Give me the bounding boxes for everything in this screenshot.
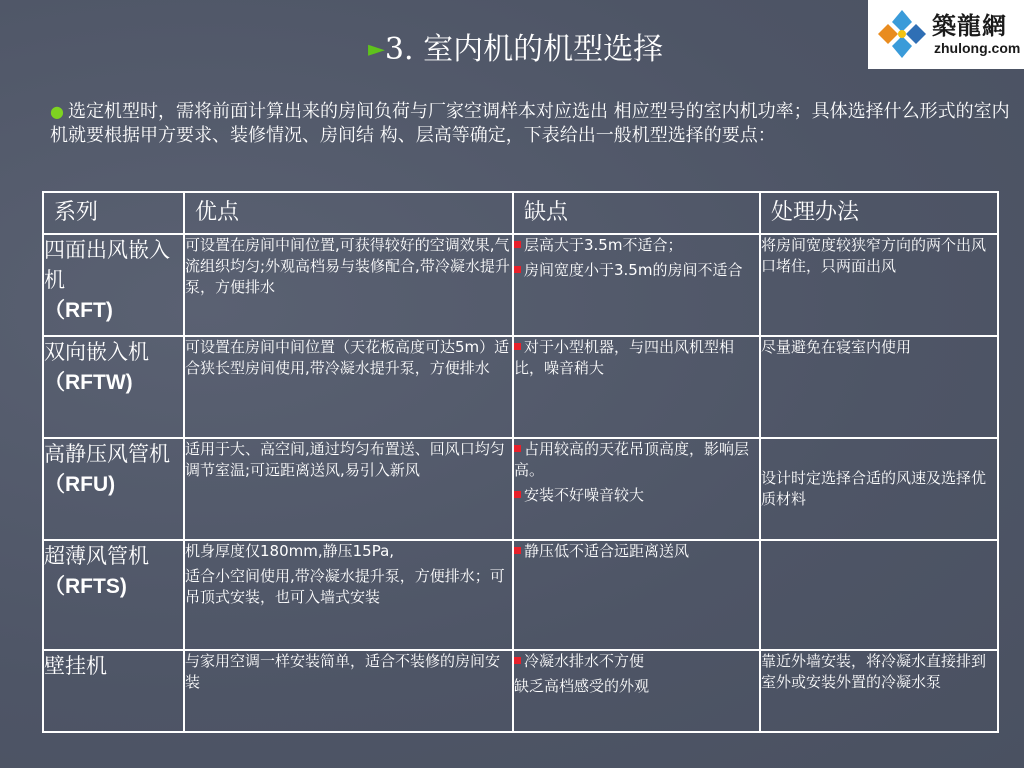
pros-text: 适合小空间使用,带冷凝水提升泵，方便排水；可吊顶式安装，也可入墙式安装 [185, 567, 505, 606]
intro-paragraph [50, 100, 1010, 148]
table-row [43, 438, 998, 540]
solution-text: 尽量避免在寝室内使用 [761, 338, 912, 356]
series-cell [43, 540, 184, 650]
solution-cell [760, 650, 998, 732]
series-cell [43, 336, 184, 438]
intro-bullet-icon: ● [50, 102, 64, 121]
pros-text: 可设置在房间中间位置（天花板高度可达5m）适合狭长型房间使用,带冷凝水提升泵，方便排水 [185, 338, 510, 377]
cons-text: 冷凝水排水不方便 [524, 652, 645, 670]
cons-text: 安装不好噪音较大 [524, 486, 645, 504]
red-square-bullet-icon [514, 343, 521, 350]
red-square-bullet-icon [514, 657, 521, 664]
table-row [43, 540, 998, 650]
cons-cell [513, 336, 760, 438]
pros-text: 适用于大、高空间,通过均匀布置送、回风口均匀调节室温;可远距离送风,易引入新风 [185, 440, 505, 479]
series-cell [43, 234, 184, 336]
pros-text: 与家用空调一样安装简单，适合不装修的房间安装 [185, 652, 501, 691]
title-text: 3. 室内机的机型选择 [384, 32, 664, 67]
table-row [43, 234, 998, 336]
logo-domain-text: zhulong.com [934, 40, 1021, 56]
solution-cell [760, 438, 998, 540]
logo-mark-icon [874, 8, 930, 60]
header-pros: 优点 [184, 192, 513, 234]
red-square-bullet-icon [514, 491, 521, 498]
solution-cell [760, 234, 998, 336]
cons-cell [513, 438, 760, 540]
series-name: 壁挂机 [44, 654, 107, 678]
table-header-row [43, 192, 998, 234]
cons-text: 静压低不适合远距离送风 [524, 542, 690, 560]
title-arrow-icon: ► [368, 37, 385, 62]
cons-cell [513, 540, 760, 650]
cons-text: 占用较高的天花吊顶高度，影响层高。 [514, 440, 750, 479]
red-square-bullet-icon [514, 241, 521, 248]
cons-text: 对于小型机器，与四出风机型相比，噪音稍大 [514, 338, 735, 377]
solution-cell [760, 540, 998, 650]
table-row [43, 650, 998, 732]
cons-text: 缺乏高档感受的外观 [514, 677, 650, 695]
solution-text: 将房间宽度较狭窄方向的两个出风口堵住，只两面出风 [761, 236, 987, 275]
pros-cell [184, 438, 513, 540]
pros-cell [184, 540, 513, 650]
header-cons: 缺点 [513, 192, 760, 234]
red-square-bullet-icon [514, 445, 521, 452]
pros-cell [184, 234, 513, 336]
series-name: 高静压风管机 [44, 442, 170, 466]
pros-cell [184, 336, 513, 438]
header-series: 系列 [43, 192, 184, 234]
series-name: 四面出风嵌入机 [44, 238, 170, 292]
cons-cell [513, 234, 760, 336]
cons-text: 层高大于3.5m不适合； [524, 236, 683, 254]
red-square-bullet-icon [514, 547, 521, 554]
solution-text: 设计时定选择合适的风速及选择优质材料 [761, 469, 987, 508]
pros-text: 可设置在房间中间位置,可获得较好的空调效果,气流组织均匀;外观高档易与装修配合,带冷凝水提升泵，方便排水 [185, 236, 510, 296]
selection-table [42, 191, 999, 733]
red-square-bullet-icon [514, 266, 521, 273]
series-name: 超薄风管机 [44, 544, 149, 568]
slide-title [368, 30, 663, 70]
zhulong-logo [868, 0, 1024, 69]
intro-text: 选定机型时，需将前面计算出来的房间负荷与厂家空调样本对应选出 相应型号的室内机功率；具体选择什么形式的室内机就要根据甲方要求、装修情况、房间结 构、层高等确定，下表给出一般机型选择的要点： [50, 101, 1010, 146]
cons-cell [513, 650, 760, 732]
header-solution: 处理办法 [760, 192, 998, 234]
series-code: （RFT) [44, 299, 113, 322]
series-cell [43, 650, 184, 732]
series-cell [43, 438, 184, 540]
solution-cell [760, 336, 998, 438]
table-row [43, 336, 998, 438]
series-name: 双向嵌入机 [44, 340, 149, 364]
pros-cell [184, 650, 513, 732]
series-code: （RFTS) [44, 575, 127, 598]
solution-text: 靠近外墙安装，将冷凝水直接排到室外或安装外置的冷凝水泵 [761, 652, 987, 691]
series-code: （RFTW) [44, 371, 133, 394]
logo-chinese-text: 築龍網 [932, 11, 1007, 40]
cons-text: 房间宽度小于3.5m的房间不适合 [524, 261, 743, 279]
pros-text: 机身厚度仅180mm,静压15Pa, [185, 542, 395, 560]
series-code: （RFU) [44, 473, 116, 496]
